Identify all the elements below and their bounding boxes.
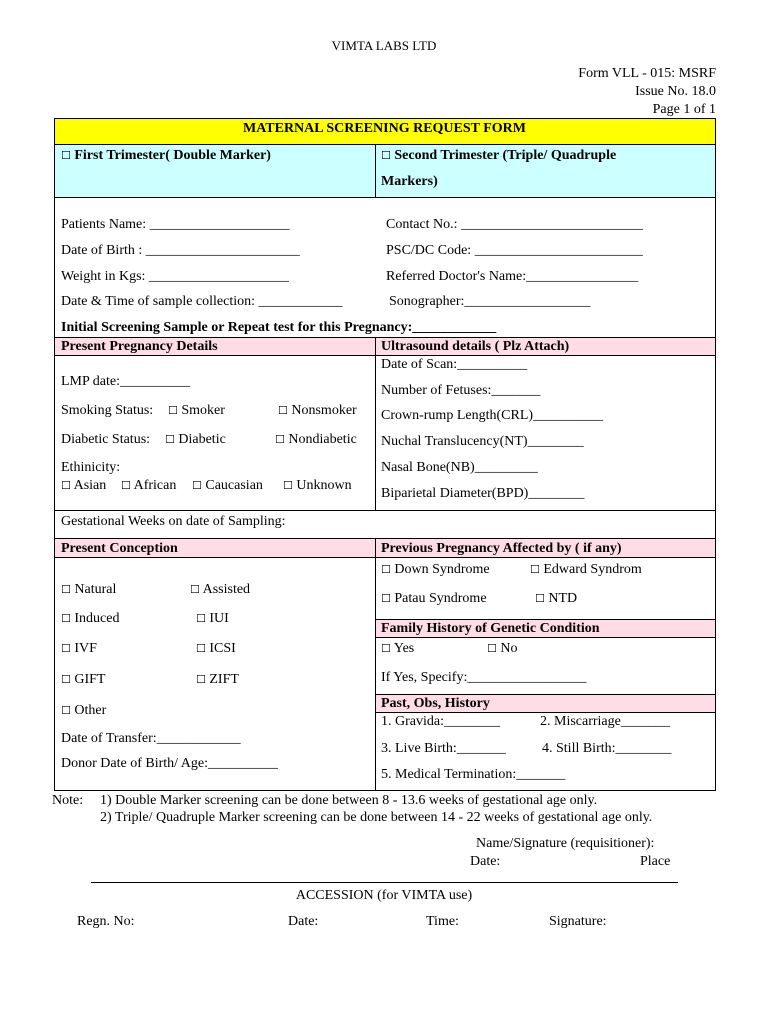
smoker-option[interactable] xyxy=(168,403,225,419)
first-trimester-option[interactable] xyxy=(61,148,271,164)
induced-option[interactable] xyxy=(61,611,119,627)
caucasian-label: Caucasian xyxy=(205,478,263,493)
accession-signature-label: Signature: xyxy=(549,914,607,929)
checkbox-icon[interactable]: ☐ xyxy=(61,479,71,492)
note-1: 1) Double Marker screening can be done between 8 - 13.6 weeks of gestational age only. xyxy=(100,793,598,808)
miscarriage-field[interactable]: 2. Miscarriage_______ xyxy=(540,714,670,729)
rule xyxy=(375,637,716,638)
rule xyxy=(54,790,716,791)
checkbox-icon[interactable]: ☐ xyxy=(192,479,202,492)
caucasian-option[interactable] xyxy=(192,478,263,494)
checkbox-icon[interactable]: ☐ xyxy=(61,149,71,162)
checkbox-icon[interactable]: ☐ xyxy=(168,404,178,417)
family-history-header: Family History of Genetic Condition xyxy=(381,621,600,636)
weight-field[interactable]: Weight in Kgs: ____________________ xyxy=(61,269,289,284)
ethnicity-label: Ethinicity: xyxy=(61,460,121,475)
rule xyxy=(54,510,716,511)
ivf-option[interactable] xyxy=(61,641,97,657)
checkbox-icon[interactable]: ☐ xyxy=(61,673,71,686)
doctor-field[interactable]: Referred Doctor's Name:________________ xyxy=(386,269,639,284)
contact-field[interactable]: Contact No.: __________________________ xyxy=(386,217,644,232)
form-number: Form VLL - 015: MSRF xyxy=(578,66,716,81)
still-birth-field[interactable]: 4. Still Birth:________ xyxy=(542,741,672,756)
checkbox-icon[interactable]: ☐ xyxy=(196,673,206,686)
checkbox-icon[interactable]: ☐ xyxy=(487,642,497,655)
page-number: Page 1 of 1 xyxy=(652,102,716,117)
diabetic-label: Diabetic xyxy=(178,432,226,447)
lmp-field[interactable]: LMP date:__________ xyxy=(61,374,190,389)
second-trimester-label-line2: Markers) xyxy=(381,174,438,189)
rule xyxy=(54,197,716,198)
checkbox-icon[interactable]: ☐ xyxy=(275,433,285,446)
requisitioner-signature-label: Name/Signature (requisitioner): xyxy=(476,836,655,851)
live-birth-field[interactable]: 3. Live Birth:_______ xyxy=(381,741,506,756)
gift-label: GIFT xyxy=(74,672,106,687)
obs-history-header: Past, Obs, History xyxy=(381,696,490,711)
asian-label: Asian xyxy=(73,478,107,493)
previous-pregnancy-header: Previous Pregnancy Affected by ( if any) xyxy=(381,541,622,556)
rule xyxy=(54,538,716,539)
checkbox-icon[interactable]: ☐ xyxy=(381,642,391,655)
company-name: VIMTA LABS LTD xyxy=(331,38,437,53)
rule xyxy=(54,118,55,791)
checkbox-icon[interactable]: ☐ xyxy=(283,479,293,492)
rule xyxy=(54,337,716,338)
zift-label: ZIFT xyxy=(209,672,239,687)
note-2: 2) Triple/ Quadruple Marker screening can be done between 14 - 22 weeks of gestational age only. xyxy=(100,810,653,825)
induced-label: Induced xyxy=(74,611,120,626)
patau-syndrome-label: Patau Syndrome xyxy=(394,591,487,606)
checkbox-icon[interactable]: ☐ xyxy=(530,563,540,576)
diabetic-status-label: Diabetic Status: xyxy=(61,432,151,447)
gift-option[interactable] xyxy=(61,672,106,688)
checkbox-icon[interactable]: ☐ xyxy=(165,433,175,446)
icsi-label: ICSI xyxy=(209,641,236,656)
ntd-option[interactable] xyxy=(535,591,577,607)
bpd-field[interactable]: Biparietal Diameter(BPD)________ xyxy=(381,486,585,501)
psc-code-field[interactable]: PSC/DC Code: ________________________ xyxy=(386,243,643,258)
family-no-label: No xyxy=(500,641,518,656)
zift-option[interactable] xyxy=(196,672,239,688)
checkbox-icon[interactable]: ☐ xyxy=(381,563,391,576)
second-trimester-label: Second Trimester (Triple/ Quadruple xyxy=(394,148,617,163)
natural-label: Natural xyxy=(74,582,117,597)
smoker-label: Smoker xyxy=(181,403,225,418)
ivf-label: IVF xyxy=(74,641,97,656)
checkbox-icon[interactable]: ☐ xyxy=(61,642,71,655)
rule xyxy=(54,355,716,356)
rule xyxy=(715,118,716,791)
african-label: African xyxy=(133,478,177,493)
sonographer-field[interactable]: Sonographer:__________________ xyxy=(389,294,591,309)
sample-time-field[interactable]: Date & Time of sample collection: ____________ xyxy=(61,294,343,309)
other-label: Other xyxy=(74,703,107,718)
ntd-label: NTD xyxy=(548,591,578,606)
nonsmoker-option[interactable] xyxy=(278,403,357,419)
icsi-option[interactable] xyxy=(196,641,236,657)
checkbox-icon[interactable]: ☐ xyxy=(196,612,206,625)
accession-divider xyxy=(91,882,678,883)
rule xyxy=(375,337,376,511)
rule xyxy=(54,557,716,558)
gestational-weeks-field[interactable]: Gestational Weeks on date of Sampling: xyxy=(61,514,286,529)
donor-dob-field[interactable]: Donor Date of Birth/ Age:__________ xyxy=(61,756,278,771)
checkbox-icon[interactable]: ☐ xyxy=(196,642,206,655)
patient-name-field[interactable]: Patients Name: ____________________ xyxy=(61,217,290,232)
crl-field[interactable]: Crown-rump Length(CRL)__________ xyxy=(381,408,604,423)
signature-place-label: Place xyxy=(640,854,671,869)
initial-screening-field[interactable]: Initial Screening Sample or Repeat test for this Pregnancy:____________ xyxy=(61,320,497,335)
checkbox-icon[interactable]: ☐ xyxy=(121,479,131,492)
form-title: MATERNAL SCREENING REQUEST FORM xyxy=(242,121,527,136)
nondiabetic-option[interactable] xyxy=(275,432,357,448)
unknown-option[interactable] xyxy=(283,478,352,494)
accession-date-label: Date: xyxy=(288,914,319,929)
other-option[interactable] xyxy=(61,703,106,719)
note-label: Note: xyxy=(52,793,84,808)
iui-option[interactable] xyxy=(196,611,229,627)
african-option[interactable] xyxy=(121,478,176,494)
rule xyxy=(375,712,716,713)
scan-date-field[interactable]: Date of Scan:__________ xyxy=(381,357,528,372)
nt-field[interactable]: Nuchal Translucency(NT)________ xyxy=(381,434,584,449)
accession-title: ACCESSION (for VIMTA use) xyxy=(295,888,473,903)
gravida-field[interactable]: 1. Gravida:________ xyxy=(381,714,500,729)
rule xyxy=(375,619,716,620)
checkbox-icon[interactable]: ☐ xyxy=(381,149,391,162)
nonsmoker-label: Nonsmoker xyxy=(291,403,357,418)
family-no-option[interactable] xyxy=(487,641,518,657)
second-trimester-option[interactable] xyxy=(381,148,616,164)
checkbox-icon[interactable]: ☐ xyxy=(535,592,545,605)
rule xyxy=(375,144,376,197)
dob-field[interactable]: Date of Birth : ______________________ xyxy=(61,243,300,258)
down-syndrome-option[interactable] xyxy=(381,562,490,578)
first-trimester-label: First Trimester( Double Marker) xyxy=(74,148,271,163)
pregnancy-header: Present Pregnancy Details xyxy=(61,339,218,354)
checkbox-icon[interactable]: ☐ xyxy=(190,583,200,596)
rule xyxy=(54,144,716,145)
iui-label: IUI xyxy=(209,611,229,626)
down-syndrome-label: Down Syndrome xyxy=(394,562,490,577)
accession-time-label: Time: xyxy=(426,914,459,929)
edward-syndrome-label: Edward Syndrom xyxy=(543,562,642,577)
assisted-option[interactable] xyxy=(190,582,250,598)
nondiabetic-label: Nondiabetic xyxy=(288,432,357,447)
issue-number: Issue No. 18.0 xyxy=(635,84,716,99)
checkbox-icon[interactable]: ☐ xyxy=(61,612,71,625)
patau-syndrome-option[interactable] xyxy=(381,591,487,607)
family-yes-label: Yes xyxy=(393,641,415,656)
transfer-date-field[interactable]: Date of Transfer:____________ xyxy=(61,731,241,746)
regn-no-label: Regn. No: xyxy=(77,914,135,929)
assisted-label: Assisted xyxy=(202,582,251,597)
ultrasound-header: Ultrasound details ( Plz Attach) xyxy=(381,339,570,354)
natural-option[interactable] xyxy=(61,582,116,598)
diabetic-option[interactable] xyxy=(165,432,226,448)
fetuses-field[interactable]: Number of Fetuses:_______ xyxy=(381,383,541,398)
checkbox-icon[interactable]: ☐ xyxy=(381,592,391,605)
edward-syndrome-option[interactable] xyxy=(530,562,642,578)
rule xyxy=(375,694,716,695)
rule xyxy=(54,118,716,119)
conception-header: Present Conception xyxy=(61,541,178,556)
nb-field[interactable]: Nasal Bone(NB)_________ xyxy=(381,460,538,475)
family-yes-option[interactable] xyxy=(381,641,414,657)
checkbox-icon[interactable]: ☐ xyxy=(61,583,71,596)
signature-date-label: Date: xyxy=(470,854,501,869)
medical-termination-field[interactable]: 5. Medical Termination:_______ xyxy=(381,767,566,782)
unknown-label: Unknown xyxy=(296,478,352,493)
checkbox-icon[interactable]: ☐ xyxy=(61,704,71,717)
specify-field[interactable]: If Yes, Specify:_________________ xyxy=(381,670,587,685)
checkbox-icon[interactable]: ☐ xyxy=(278,404,288,417)
smoking-status-label: Smoking Status: xyxy=(61,403,154,418)
rule xyxy=(375,538,376,791)
asian-option[interactable] xyxy=(61,478,106,494)
